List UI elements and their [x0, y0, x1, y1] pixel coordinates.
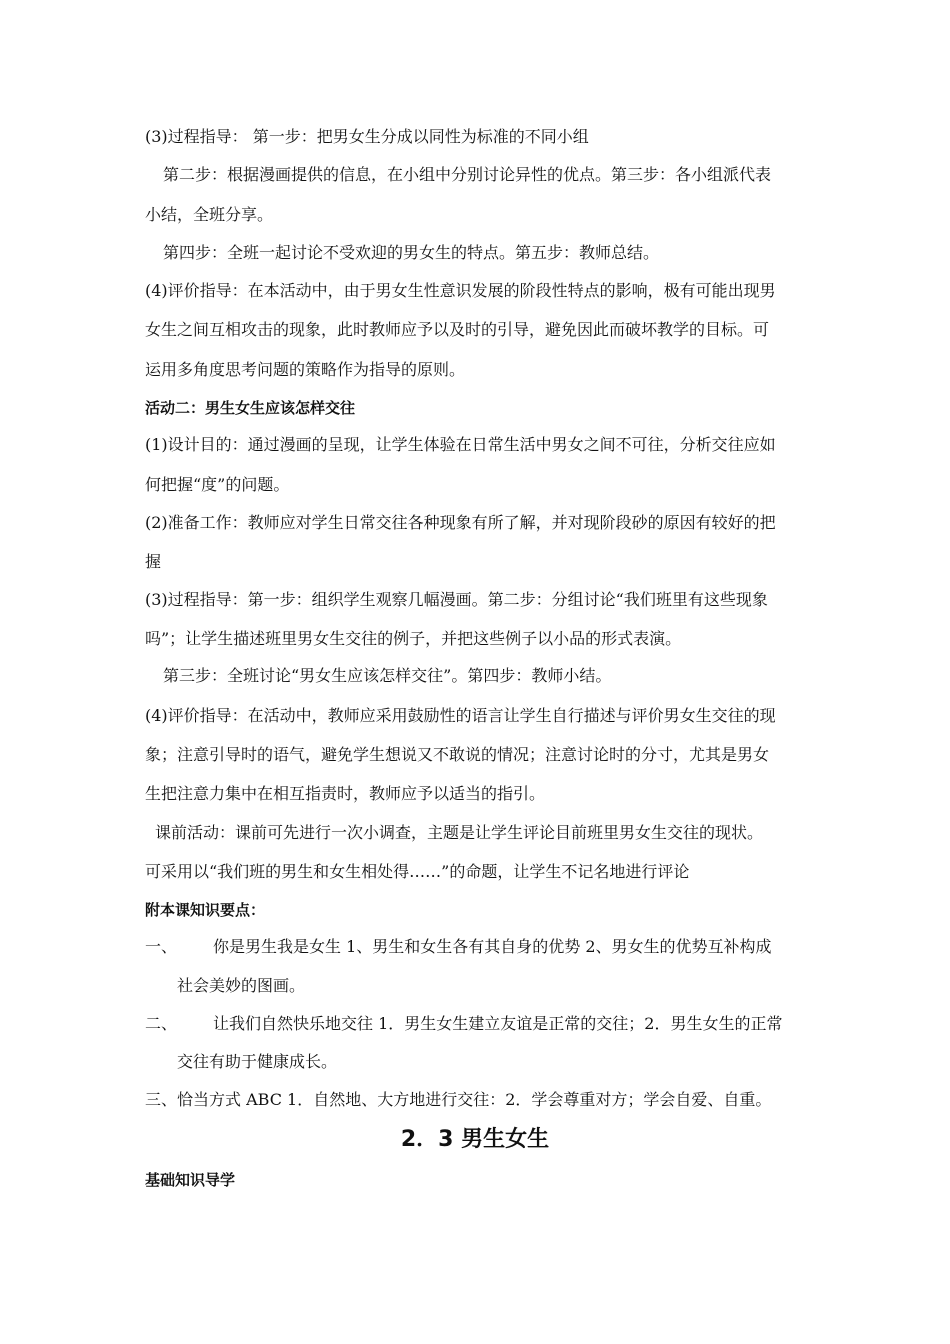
paragraph-line: 握: [145, 552, 162, 571]
paragraph-line: 何把握“度”的问题。: [145, 475, 290, 494]
list-text: 你是男生我是女生 1、男生和女生各有其自身的优势 2、男女生的优势互补构成: [213, 937, 772, 956]
paragraph-line: 第三步：全班讨论“男女生应该怎样交往”。第四步：教师小结。: [163, 666, 612, 685]
paragraph-line: 运用多角度思考问题的策略作为指导的原则。: [145, 360, 466, 379]
paragraph-line: 女生之间互相攻击的现象，此时教师应予以及时的引导，避免因此而破坏教学的目标。可: [145, 320, 770, 339]
activity-heading: 活动二：男生女生应该怎样交往: [145, 399, 356, 417]
paragraph-line: 可采用以“我们班的男生和女生相处得……”的命题，让学生不记名地进行评论: [145, 862, 690, 881]
paragraph-line: 吗”；让学生描述班里男女生交往的例子，并把这些例子以小品的形式表演。: [145, 629, 682, 648]
paragraph-line: 生把注意力集中在相互指责时，教师应予以适当的指引。: [145, 784, 546, 803]
paragraph-line: (1)设计目的：通过漫画的呈现，让学生体验在日常生活中男女之间不可往，分析交往应如: [145, 435, 776, 454]
paragraph-line: (4)评价指导：在本活动中，由于男女生性意识发展的阶段性特点的影响，极有可能出现男: [145, 281, 776, 300]
subheading: 基础知识导学: [145, 1171, 236, 1189]
list-number: 一、: [145, 937, 178, 956]
paragraph-line: (3)过程指导：第一步：组织学生观察几幅漫画。第二步：分组讨论“我们班里有这些现象: [145, 590, 768, 609]
key-points-heading: 附本课知识要点：: [145, 901, 266, 919]
paragraph-line: 第二步：根据漫画提供的信息，在小组中分别讨论异性的优点。第三步：各小组派代表: [163, 165, 772, 184]
paragraph-line: 第四步：全班一起讨论不受欢迎的男女生的特点。第五步：教师总结。: [163, 243, 660, 262]
list-text: 让我们自然快乐地交往 1．男生女生建立友谊是正常的交往；2．男生女生的正常: [213, 1014, 783, 1033]
list-item-continuation: 交往有助于健康成长。: [177, 1052, 338, 1071]
paragraph-line: 小结，全班分享。: [145, 205, 274, 224]
list-item-continuation: 社会美妙的图画。: [177, 976, 306, 995]
list-number: 二、: [145, 1014, 178, 1033]
paragraph-line: (2)准备工作：教师应对学生日常交往各种现象有所了解，并对现阶段砂的原因有较好的把: [145, 513, 776, 532]
paragraph-line: (3)过程指导： 第一步：把男女生分成以同性为标准的不同小组: [145, 127, 589, 146]
section-title: 2．3 男生女生: [400, 1127, 550, 1152]
list-item: 三、恰当方式 ABC 1．自然地、大方地进行交往：2．学会尊重对方；学会自爱、自重。: [145, 1090, 772, 1109]
paragraph-line: 课前活动：课前可先进行一次小调查，主题是让学生评论目前班里男女生交往的现状。: [155, 823, 764, 842]
list-item: [145, 1014, 782, 1034]
paragraph-line: 象；注意引导时的语气，避免学生想说又不敢说的情况；注意讨论时的分寸，尤其是男女: [145, 745, 770, 764]
paragraph-line: (4)评价指导：在活动中，教师应采用鼓励性的语言让学生自行描述与评价男女生交往的现: [145, 706, 776, 725]
list-item: [145, 937, 772, 957]
